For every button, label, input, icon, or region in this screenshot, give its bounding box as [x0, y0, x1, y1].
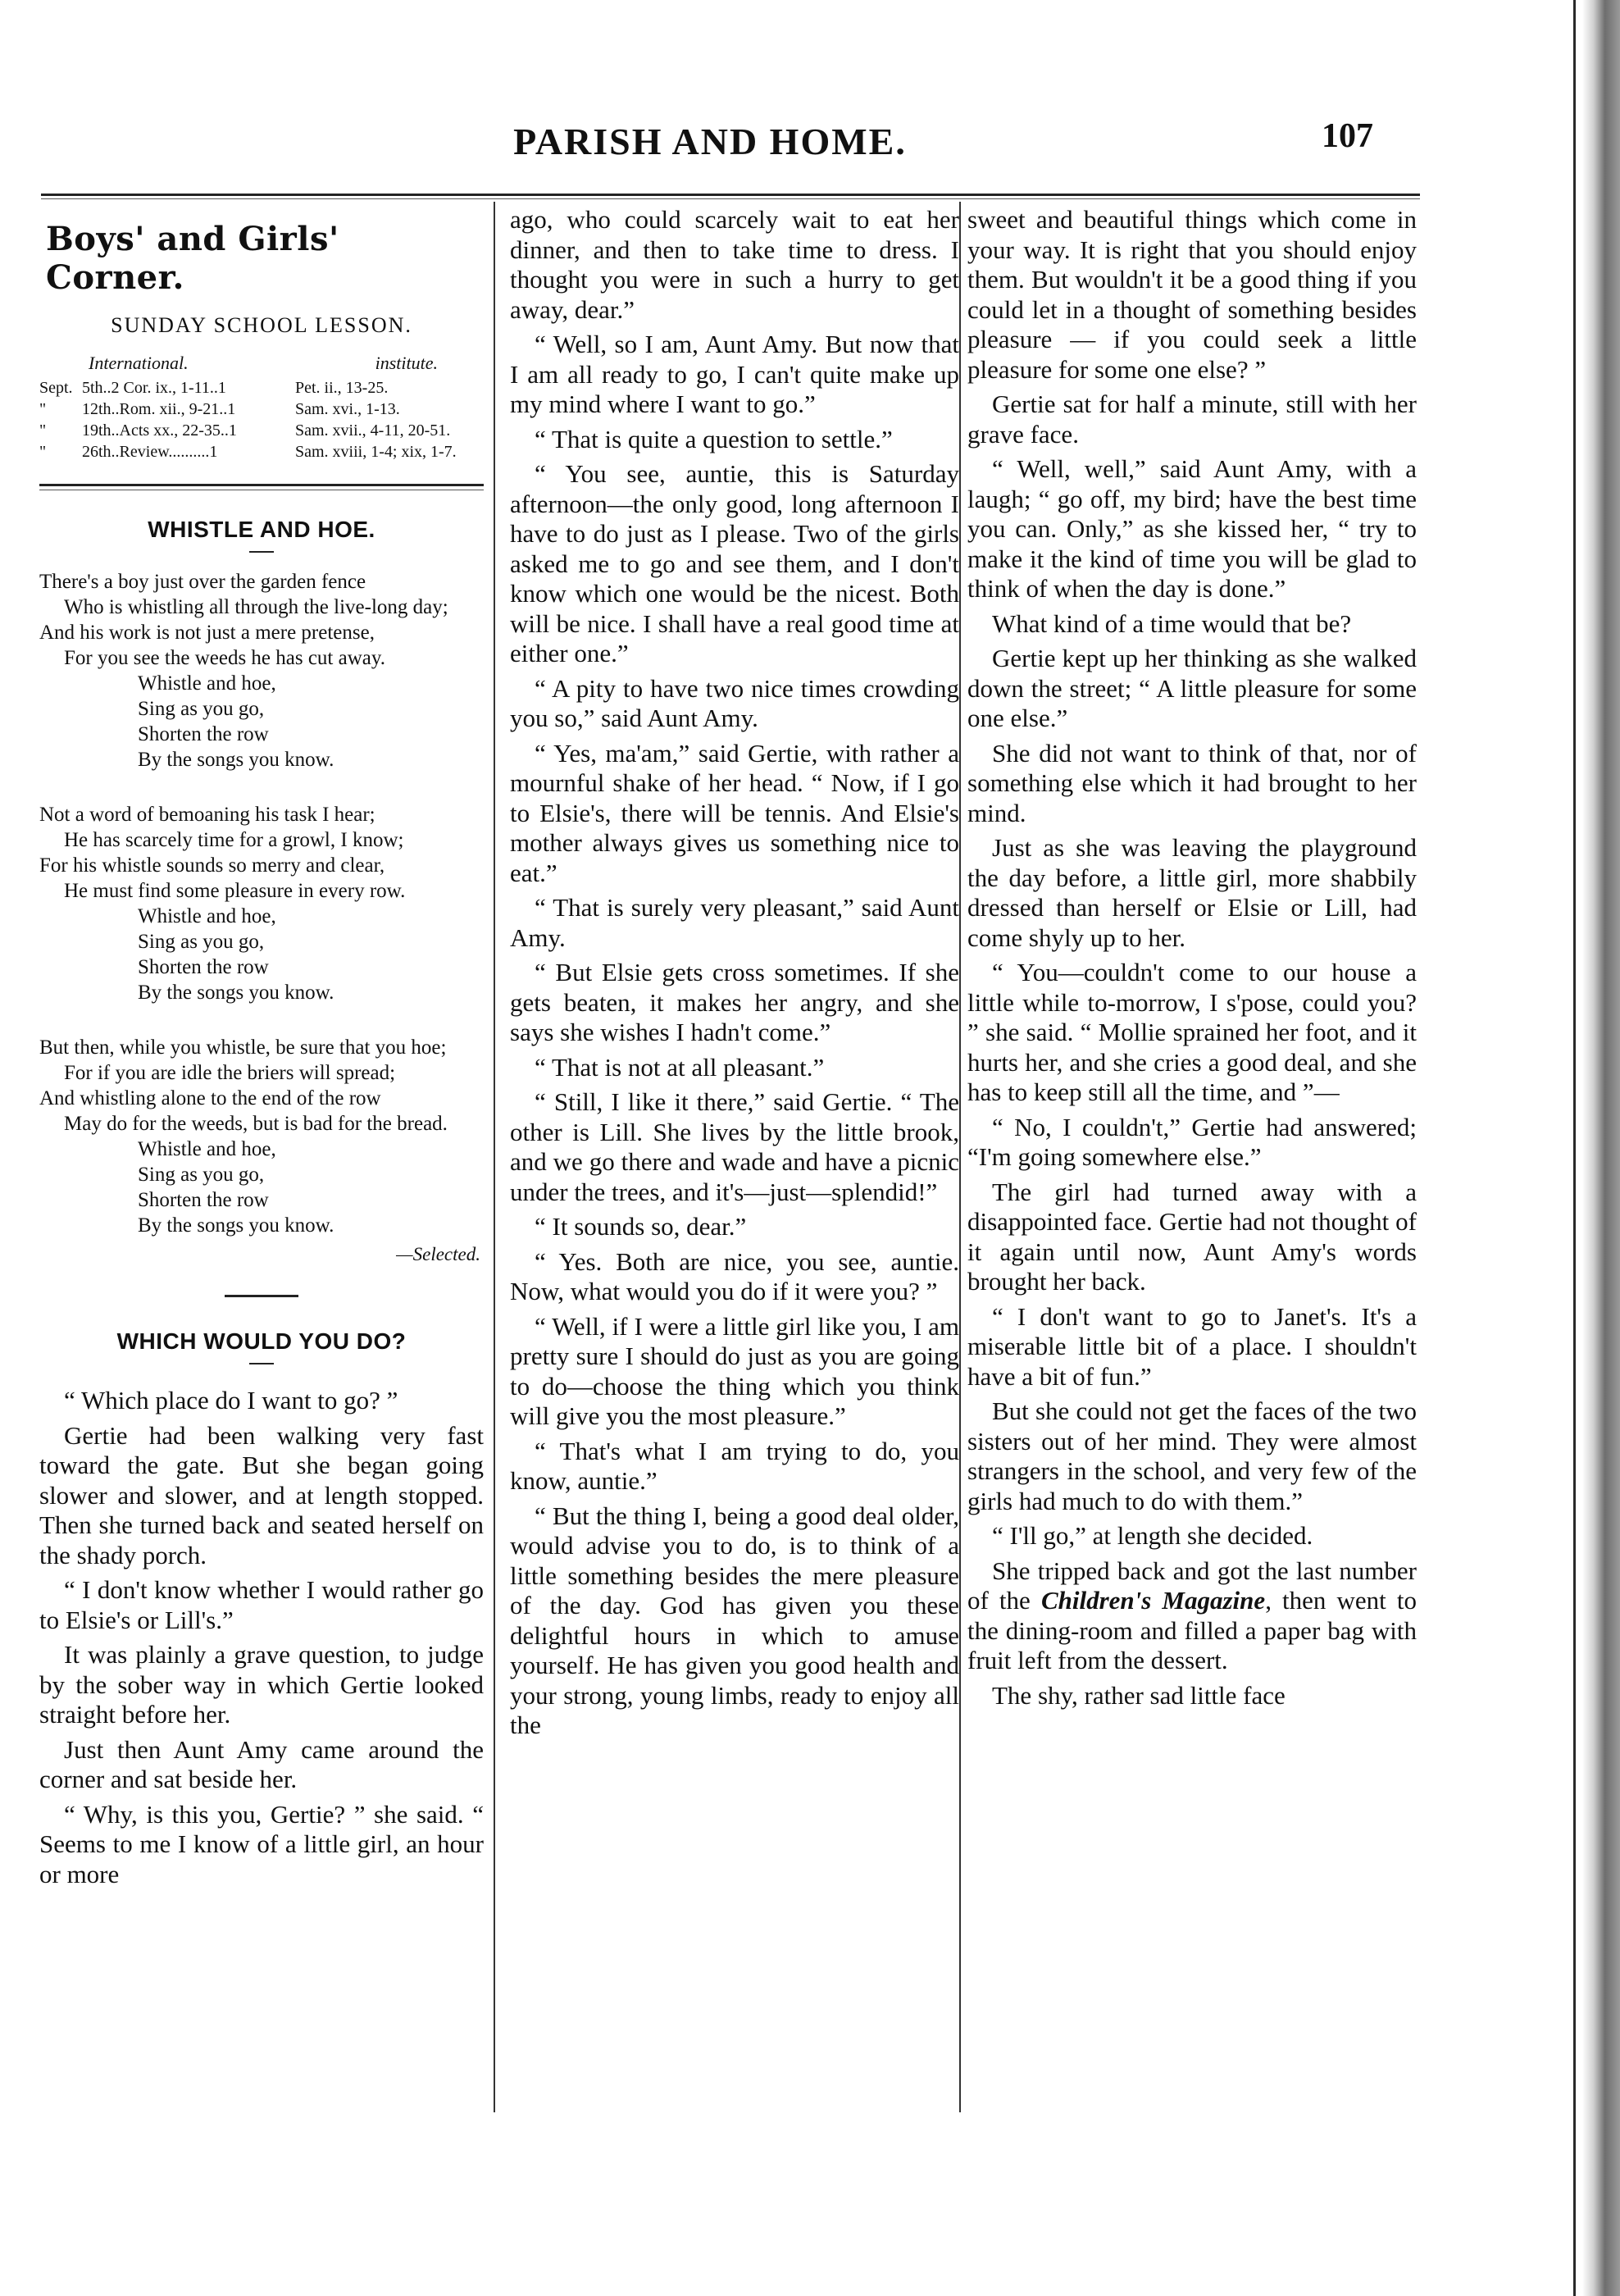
story-paragraph: “ Well, if I were a little girl like you, I am pretty sure I should do just as you are going to do—choose the thing which you think will give you the most pleasure.”: [510, 1311, 959, 1430]
lesson-month: ": [39, 443, 47, 461]
poem-credit: —Selected.: [396, 1244, 480, 1264]
lesson-institute: Pet. ii., 13-25.: [295, 379, 389, 397]
column-right: [949, 205, 1417, 1715]
story-paragraph: “ Still, I like it there,” said Gertie. “ The other is Lill. She lives by the little brook, and we go there and wade and have a picnic under the trees, and it's—just—splendid!”: [510, 1087, 959, 1206]
column-middle: [502, 205, 966, 1746]
poem-line: May do for the weeds, but is bad for the bread.: [64, 1113, 448, 1135]
running-header-title: PARISH AND HOME.: [513, 121, 907, 162]
poem-title: WHISTLE AND HOE.: [148, 517, 375, 542]
lesson-col-international: International.: [89, 353, 189, 373]
poem-body: [39, 569, 484, 1267]
poem-refrain-line: Whistle and hoe,: [138, 672, 276, 695]
lesson-month: ": [39, 400, 47, 418]
story-paragraph: “ You—couldn't come to our house a little while to-morrow, I s'pose, could you? ” she said. “ Mollie sprained her foot, and it hurts her, and she cries a good deal, and she has to keep still all the time, and ”—: [967, 958, 1417, 1106]
page-number: 107: [1322, 117, 1373, 155]
story-column-2: [502, 205, 966, 1741]
story-paragraph: “ You see, auntie, this is Saturday afternoon—the only good, long afternoon I have to do just as I please. Two of the girls asked me to go and see them, and I don't know which one would be the nicest. Both will be nice. I shall have a real good time at either one.”: [510, 459, 959, 667]
section-divider: [225, 1295, 298, 1297]
corner-title: Boys' and Girls' Corner.: [46, 220, 339, 297]
header-rule-thin: [41, 198, 1420, 199]
story-paragraph: “ It sounds so, dear.”: [535, 1212, 747, 1241]
lesson-institute: Sam. xvi., 1-13.: [295, 400, 400, 418]
story-paragraph: The shy, rather sad little face: [992, 1680, 1286, 1710]
story-column-1: [39, 1386, 484, 1889]
poem-refrain-line: Sing as you go,: [138, 1164, 265, 1186]
lesson-international: 26th..Review..........1: [82, 443, 218, 461]
poem-stanza: [39, 1035, 484, 1238]
lesson-international: 19th..Acts xx., 22-35..1: [82, 421, 237, 440]
story-paragraph: “ That is surely very pleasant,” said Aunt Amy.: [510, 893, 959, 952]
section-rule: [39, 484, 484, 486]
lesson-international: 12th..Rom. xii., 9-21..1: [82, 400, 236, 418]
story-paragraph: It was plainly a grave question, to judge by the sober way in which Gertie looked straight before her.: [39, 1640, 484, 1729]
poem-stanza: [39, 802, 484, 1005]
poem-line: He must find some pleasure in every row.: [64, 880, 406, 902]
poem-line: But then, while you whistle, be sure that you hoe;: [39, 1036, 447, 1059]
lesson-row: [39, 441, 484, 462]
story-paragraph: “ Well, well,” said Aunt Amy, with a laugh; “ go off, my bird; have the best time you can. Only,” as she kissed her, “ try to make it the kind of time you will be glad to think of when the day is done.”: [967, 454, 1417, 603]
story-paragraph: But she could not get the faces of the two sisters out of her mind. They were almost strangers in the school, and very few of the girls had much to do with them.”: [967, 1396, 1417, 1515]
story-paragraph: “ But the thing I, being a good deal older, would advise you to do, is to think of a little something besides the mere pleasure of the day. God has given you these delightful hours in which to amuse yourself. He has given you good health and your strong, young limbs, ready to enjoy all the: [510, 1501, 959, 1739]
column-divider-1: [494, 202, 495, 2112]
title-dash: [249, 551, 274, 553]
lesson-row: [39, 399, 484, 420]
poem-line: Not a word of bemoaning his task I hear;: [39, 804, 375, 826]
column-left: [39, 205, 484, 1894]
story-paragraph: “ No, I couldn't,” Gertie had answered; “I'm going somewhere else.”: [967, 1112, 1417, 1171]
lesson-row: [39, 377, 484, 399]
poem-line: For you see the weeds he has cut away.: [64, 647, 386, 669]
poem-refrain-line: Shorten the row: [138, 956, 269, 978]
poem-stanza: [39, 569, 484, 772]
lesson-institute: Sam. xviii, 1-4; xix, 1-7.: [295, 443, 457, 461]
page-edge-shadow: [1582, 0, 1620, 2296]
story-paragraph: What kind of a time would that be?: [992, 608, 1352, 638]
poem-line: And his work is not just a mere pretense,: [39, 622, 375, 644]
lesson-row: [39, 420, 484, 441]
story-paragraph: “ That is not at all pleasant.”: [535, 1052, 825, 1082]
page-fold-line: [1573, 0, 1576, 2296]
poem-refrain-line: By the songs you know.: [138, 749, 334, 771]
magazine-title: Children's Magazine: [1040, 1586, 1266, 1615]
lesson-month: ": [39, 421, 47, 440]
story-text: , then went to the dining-room and filled a paper bag with fruit left from the dessert.: [967, 1586, 1418, 1674]
poem-line: For if you are idle the briers will spread;: [64, 1062, 396, 1084]
story-paragraph: “ I'll go,” at length she decided.: [992, 1521, 1313, 1550]
story-paragraph: “ But Elsie gets cross sometimes. If she gets beaten, it makes her angry, and she says she wishes I hadn't come.”: [510, 958, 959, 1046]
story-paragraph: “ Why, is this you, Gertie? ” she said. “ Seems to me I know of a little girl, an hour or more: [39, 1799, 484, 1888]
story-paragraph: Gertie sat for half a minute, still with her grave face.: [967, 390, 1417, 449]
poem-line: Who is whistling all through the live-long day;: [64, 596, 448, 618]
poem-line: He has scarcely time for a growl, I know;: [64, 829, 404, 851]
poem-refrain-line: Sing as you go,: [138, 931, 265, 953]
story-paragraph: “ That's what I am trying to do, you know, auntie.”: [510, 1436, 959, 1495]
story-paragraph: “ That is quite a question to settle.”: [535, 424, 893, 453]
story-paragraph: She did not want to think of that, nor of something else which it had brought to her mind.: [967, 738, 1417, 827]
lesson-institute: Sam. xvii., 4-11, 20-51.: [295, 421, 451, 440]
story-paragraph: The girl had turned away with a disappointed face. Gertie had not thought of it again until now, Aunt Amy's words brought her back.: [967, 1177, 1417, 1296]
poem-refrain-line: Whistle and hoe,: [138, 1138, 276, 1160]
poem-refrain-line: Shorten the row: [138, 723, 269, 745]
poem-refrain-line: Whistle and hoe,: [138, 905, 276, 927]
poem-refrain-line: By the songs you know.: [138, 1214, 334, 1237]
story-paragraph: “ I don't know whether I would rather go to Elsie's or Lill's.”: [39, 1575, 484, 1634]
poem-refrain-line: Sing as you go,: [138, 698, 265, 720]
story-column-3: [949, 205, 1417, 1711]
lesson-column-heads: [39, 353, 484, 374]
poem-line: There's a boy just over the garden fence: [39, 571, 366, 593]
story-paragraph: “ Yes. Both are nice, you see, auntie. Now, what would you do if it were you? ”: [510, 1246, 959, 1305]
poem-line: And whistling alone to the end of the row: [39, 1087, 381, 1109]
story-paragraph: [967, 1556, 1417, 1676]
poem-refrain-line: By the songs you know.: [138, 982, 334, 1004]
lesson-table: [39, 377, 484, 462]
story-paragraph: “ Well, so I am, Aunt Amy. But now that I am all ready to go, I can't quite make up my mind where I want to go.”: [510, 330, 959, 418]
story-paragraph: ago, who could scarcely wait to eat her dinner, and then to take time to dress. I thought you were in such a hurry to get away, dear.”: [510, 205, 959, 324]
story-paragraph: “ Which place do I want to go? ”: [64, 1386, 398, 1414]
story-paragraph: Just as she was leaving the playground the day before, a little girl, more shabbily dressed than herself or Elsie or Lill, had come shyly up to her.: [967, 833, 1417, 952]
story-text: She tripped back and got the last number of the: [967, 1556, 1417, 1615]
poem-refrain-line: Shorten the row: [138, 1189, 269, 1211]
lesson-international: 5th..2 Cor. ix., 1-11..1: [82, 379, 226, 397]
lesson-col-institute: institute.: [375, 353, 438, 373]
lesson-heading: SUNDAY SCHOOL LESSON.: [111, 313, 412, 337]
story-paragraph: Just then Aunt Amy came around the corner and sat beside her.: [39, 1734, 484, 1793]
story-title: WHICH WOULD YOU DO?: [116, 1328, 407, 1354]
story-paragraph: Gertie had been walking very fast toward the gate. But she began going slower and slower, and at length stopped. Then she turned back and seated herself on the shady porch.: [39, 1420, 484, 1569]
story-paragraph: “ A pity to have two nice times crowding you so,” said Aunt Amy.: [510, 673, 959, 732]
poem-line: For his whistle sounds so merry and clear,: [39, 854, 385, 877]
lesson-month: Sept.: [39, 379, 73, 397]
story-paragraph: sweet and beautiful things which come in your way. It is right that you should enjoy them. But wouldn't it be a good thing if you could let in a thought of something besides pleasure — if you could seek a little pleasure for some one else? ”: [967, 205, 1417, 384]
header-rule: [41, 194, 1420, 196]
story-paragraph: Gertie kept up her thinking as she walked down the street; “ A little pleasure for some one else.”: [967, 644, 1417, 732]
story-paragraph: “ Yes, ma'am,” said Gertie, with rather a mournful shake of her head. “ Now, if I go to Elsie's, there will be tennis. And Elsie's mother always gives us something nice to eat.”: [510, 738, 959, 887]
title-dash: [249, 1363, 274, 1364]
story-paragraph: “ I don't want to go to Janet's. It's a miserable little bit of a place. I shouldn't have a bit of fun.”: [967, 1301, 1417, 1391]
